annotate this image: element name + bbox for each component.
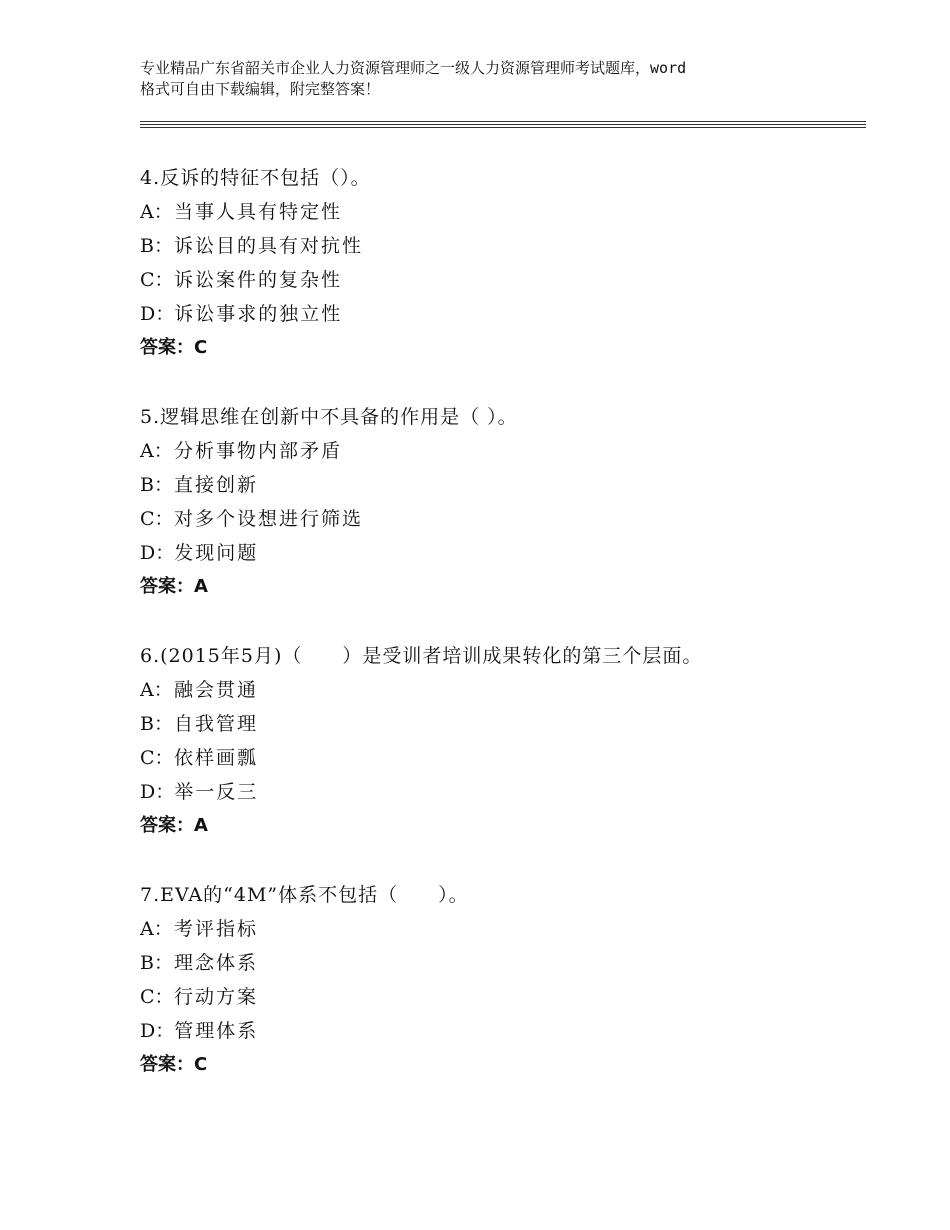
option-text: 当事人具有特定性 xyxy=(174,201,343,223)
option-text: 依样画瓢 xyxy=(174,747,259,769)
option-key: B： xyxy=(140,952,173,974)
header-line-1: 专业精品广东省韶关市企业人力资源管理师之一级人力资源管理师考试题库，word xyxy=(140,59,687,77)
header-divider-line xyxy=(140,121,866,122)
option-key: B： xyxy=(140,713,173,735)
option-a xyxy=(140,673,860,707)
option-text: 直接创新 xyxy=(174,474,259,496)
option-text: 行动方案 xyxy=(174,986,259,1008)
option-b xyxy=(140,229,860,263)
question-stem: 4.反诉的特征不包括（）。 xyxy=(140,167,371,189)
option-key: D： xyxy=(140,1020,175,1042)
option-text: 考评指标 xyxy=(174,918,259,940)
option-d xyxy=(140,775,860,809)
option-a xyxy=(140,195,860,229)
answer-line: 答案：C xyxy=(140,337,208,358)
option-key: C： xyxy=(140,747,174,769)
option-text: 融会贯通 xyxy=(174,679,259,701)
question-block xyxy=(140,400,860,604)
option-c xyxy=(140,741,860,775)
header-divider-line xyxy=(140,124,866,125)
option-a xyxy=(140,434,860,468)
option-text: 诉讼事求的独立性 xyxy=(174,303,343,325)
question-stem: 5.逻辑思维在创新中不具备的作用是（ ）。 xyxy=(140,406,518,428)
option-c xyxy=(140,980,860,1014)
option-text: 诉讼目的具有对抗性 xyxy=(174,235,364,257)
option-text: 发现问题 xyxy=(174,542,259,564)
question-stem: 6.(2015年5月)（ ）是受训者培训成果转化的第三个层面。 xyxy=(140,645,703,667)
option-text: 理念体系 xyxy=(174,952,259,974)
option-key: C： xyxy=(140,986,174,1008)
question-block xyxy=(140,878,860,1082)
header-line-2: 格式可自由下载编辑，附完整答案！ xyxy=(140,80,381,98)
option-key: B： xyxy=(140,235,173,257)
option-key: A： xyxy=(140,918,173,940)
option-c xyxy=(140,263,860,297)
option-key: D： xyxy=(140,542,175,564)
option-a xyxy=(140,912,860,946)
option-d xyxy=(140,536,860,570)
option-d xyxy=(140,297,860,331)
option-key: C： xyxy=(140,269,174,291)
option-text: 举一反三 xyxy=(174,781,259,803)
option-key: A： xyxy=(140,201,173,223)
option-b xyxy=(140,707,860,741)
option-key: D： xyxy=(140,781,175,803)
answer-line: 答案：A xyxy=(140,815,208,836)
option-key: A： xyxy=(140,679,173,701)
option-text: 分析事物内部矛盾 xyxy=(174,440,343,462)
option-text: 对多个设想进行筛选 xyxy=(174,508,364,530)
option-key: B： xyxy=(140,474,173,496)
question-block xyxy=(140,639,860,843)
option-b xyxy=(140,946,860,980)
option-key: D： xyxy=(140,303,175,325)
option-b xyxy=(140,468,860,502)
option-c xyxy=(140,502,860,536)
question-block xyxy=(140,161,860,365)
answer-line: 答案：C xyxy=(140,1054,208,1075)
document-header xyxy=(140,58,840,100)
option-text: 诉讼案件的复杂性 xyxy=(174,269,343,291)
option-key: C： xyxy=(140,508,174,530)
option-text: 管理体系 xyxy=(174,1020,259,1042)
option-text: 自我管理 xyxy=(174,713,259,735)
option-d xyxy=(140,1014,860,1048)
question-stem: 7.EVA的“4M”体系不包括（ ）。 xyxy=(140,884,469,906)
option-key: A： xyxy=(140,440,173,462)
answer-line: 答案：A xyxy=(140,576,208,597)
header-divider-line xyxy=(140,127,866,128)
